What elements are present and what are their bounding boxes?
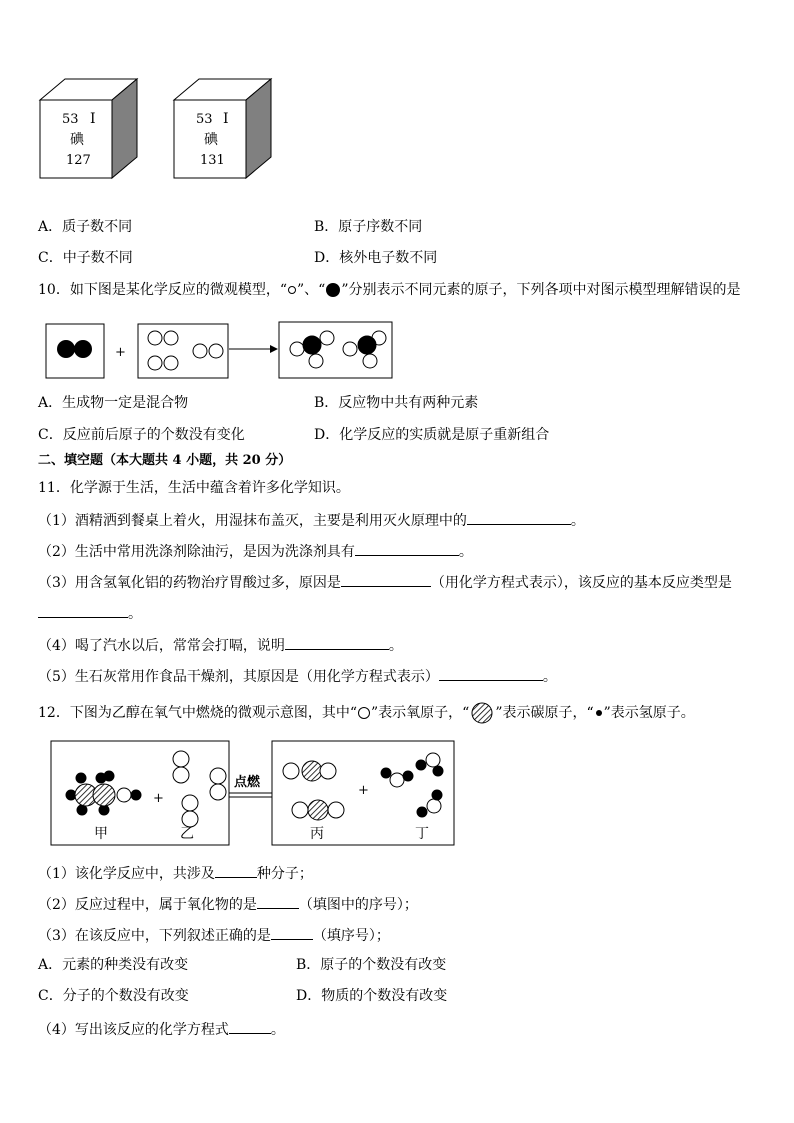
section-2-heading: 二、填空题（本大题共 4 小题，共 20 分） (38, 453, 292, 468)
q9-option-b[interactable]: B．原子序数不同 (314, 219, 423, 235)
cube-2-mass: 131 (200, 153, 225, 168)
reactant-white-atom (193, 344, 207, 358)
q12-p3-blank[interactable] (271, 925, 313, 940)
label-bing: 丙 (310, 826, 324, 842)
q11-p1-end: 。 (570, 513, 585, 529)
q11-p2-text: （2）生活中常用洗涤剂除油污，是因为洗涤剂具有 (38, 544, 355, 560)
cube-2-symbol: I (223, 111, 229, 127)
q12-p3a: （3）在该反应中，下列叙述正确的是 (38, 928, 271, 944)
reactant-white-atom (148, 331, 162, 345)
hydrogen-atom-icon (594, 708, 604, 718)
q11-p4-text: （4）喝了汽水以后，常常会打嗝，说明 (38, 638, 285, 654)
q10-stem (38, 281, 740, 299)
reactant-black-atom (57, 340, 75, 358)
q11-p3b-blank[interactable] (38, 603, 128, 618)
q12-p4-blank[interactable] (229, 1019, 271, 1034)
q9-option-a[interactable]: A．质子数不同 (38, 219, 133, 235)
q12-p4-end: 。 (270, 1022, 285, 1038)
reactant-white-atom (209, 344, 223, 358)
q10-reaction-diagram (40, 318, 400, 382)
q12-part-3 (38, 925, 390, 945)
reactant-plus: + (153, 791, 164, 806)
q11-p4-blank[interactable] (285, 635, 389, 650)
q11-p2-blank[interactable] (355, 541, 459, 556)
cube-1-name: 碘 (70, 132, 84, 148)
arrow-head (270, 345, 278, 353)
q11-part-3 (38, 572, 732, 592)
label-jia: 甲 (94, 826, 108, 842)
q11-p1-text: （1）酒精洒到餐桌上着火，用湿抹布盖灭，主要是利用灭火原理中的 (38, 513, 467, 529)
product-black-atom (358, 336, 376, 354)
q11-p4-end: 。 (388, 638, 403, 654)
q11-p2-end: 。 (458, 544, 473, 560)
q11-part-2 (38, 541, 473, 561)
q11-p3-end: 。 (128, 606, 142, 622)
q12-part-4 (38, 1019, 285, 1039)
iodine-127-cube (40, 79, 137, 178)
black-atom-icon (325, 282, 341, 298)
q11-p5-end: 。 (542, 669, 557, 685)
oxygen-atom-icon (357, 706, 371, 720)
q11-p1-blank[interactable] (467, 510, 571, 525)
q11-p5-text: （5）生石灰常用作食品干燥剂，其原因是（用化学方程式表示） (38, 669, 439, 685)
q11-p5-blank[interactable] (439, 666, 543, 681)
q12-p3b: （填序号）； (312, 928, 390, 944)
q11-p3b-text: （用化学方程式表示），该反应的基本反应类型是 (430, 575, 732, 591)
cube-2-number: 53 (196, 112, 213, 127)
cube-1-mass: 127 (66, 153, 91, 168)
q12-combustion-diagram (48, 738, 458, 850)
q11-part-3-cont (38, 603, 142, 623)
q12-part-1 (38, 863, 313, 883)
q10-stem-before: 10．如下图是某化学反应的微观模型，“ (38, 282, 287, 298)
cube-1-symbol: I (90, 111, 96, 127)
q11-part-4 (38, 635, 403, 655)
reactant-white-atom (148, 356, 162, 370)
label-yi: 乙 (180, 826, 194, 842)
q10-option-b[interactable]: B．反应物中共有两种元素 (314, 395, 479, 411)
condition-ignite: 点燃 (234, 775, 261, 790)
product-plus: + (358, 783, 369, 798)
q12-option-d[interactable]: D．物质的个数没有改变 (296, 988, 448, 1004)
q12-stem-d: ”表示氢原子。 (603, 705, 695, 721)
q12-p2a: （2）反应过程中，属于氧化物的是 (38, 897, 257, 913)
q9-option-d[interactable]: D．核外电子数不同 (314, 250, 438, 266)
q12-stem (38, 702, 695, 724)
label-ding: 丁 (415, 826, 429, 842)
q12-p2-blank[interactable] (257, 894, 299, 909)
carbon-atom-icon (469, 702, 495, 724)
q12-part-2 (38, 894, 418, 914)
product-black-atom (303, 336, 321, 354)
q10-stem-sep: ”、“ (296, 282, 326, 298)
q10-stem-after: ”分别表示不同元素的原子，下列各项中对图示模型理解错误的是 (341, 282, 741, 298)
q12-p4a: （4）写出该反应的化学方程式 (38, 1022, 229, 1038)
q11-p3a-blank[interactable] (341, 572, 431, 587)
cube-1-number: 53 (62, 112, 79, 127)
q12-option-a[interactable]: A．元素的种类没有改变 (38, 957, 189, 973)
q12-stem-c: ”表示碳原子，“ (495, 705, 594, 721)
q10-option-c[interactable]: C．反应前后原子的个数没有变化 (38, 427, 245, 443)
iodine-cubes-figure (30, 75, 290, 185)
q12-stem-a: 12．下图为乙醇在氧气中燃烧的微观示意图，其中“ (38, 705, 357, 721)
q12-option-b[interactable]: B．原子的个数没有改变 (296, 957, 447, 973)
q11-part-5 (38, 666, 557, 686)
reactant-white-atom (164, 356, 178, 370)
q12-p1b: 种分子； (256, 866, 313, 882)
q10-option-d[interactable]: D．化学反应的实质就是原子重新组合 (314, 427, 550, 443)
reactant-black-atom (74, 340, 92, 358)
iodine-131-cube (174, 79, 271, 178)
cube-2-name: 碘 (204, 132, 218, 148)
q12-p1a: （1）该化学反应中，共涉及 (38, 866, 215, 882)
q12-p2b: （填图中的序号）； (298, 897, 418, 913)
reactant-white-atom (164, 331, 178, 345)
q11-p3a-text: （3）用含氢氧化铝的药物治疗胃酸过多，原因是 (38, 575, 341, 591)
q10-plus: + (115, 345, 126, 360)
q9-option-c[interactable]: C．中子数不同 (38, 250, 133, 266)
q10-option-a[interactable]: A．生成物一定是混合物 (38, 395, 189, 411)
q12-option-c[interactable]: C．分子的个数没有改变 (38, 988, 189, 1004)
white-atom-icon (287, 285, 297, 295)
q12-p1-blank[interactable] (215, 863, 257, 878)
q12-stem-b: ”表示氧原子，“ (370, 705, 470, 721)
q11-part-1 (38, 510, 585, 530)
q11-stem: 11．化学源于生活，生活中蕴含着许多化学知识。 (38, 480, 350, 496)
